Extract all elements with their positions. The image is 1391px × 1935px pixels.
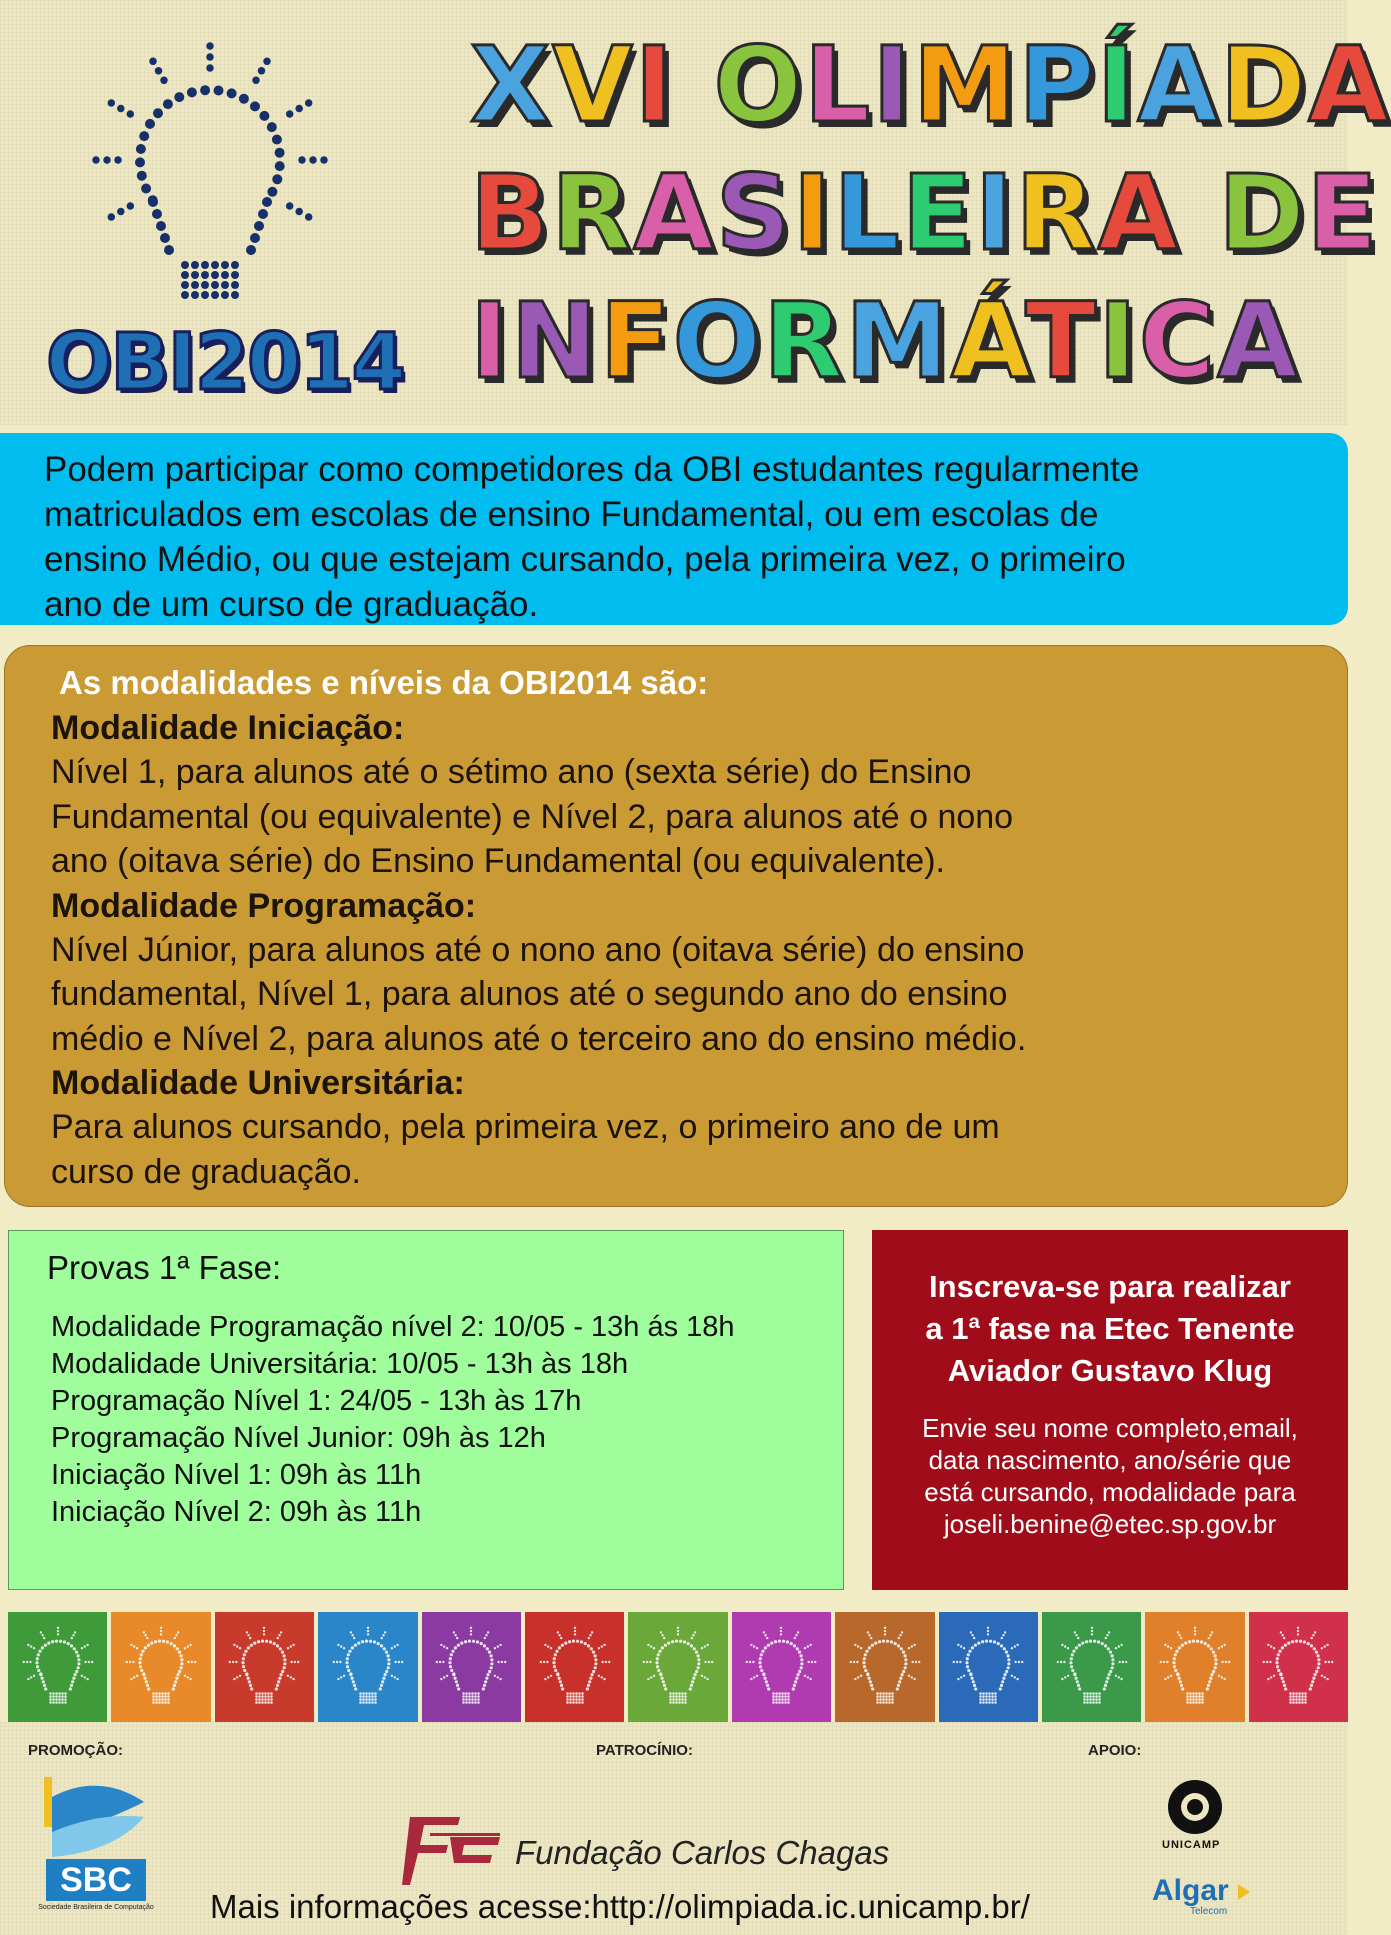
modalities-heading: As modalidades e níveis da OBI2014 são: (59, 664, 709, 701)
support-label: APOIO: (1088, 1742, 1142, 1759)
lightbulb-tile (525, 1612, 624, 1722)
title-letter: I (1098, 280, 1139, 402)
algar-text: Algar (1152, 1874, 1229, 1907)
modality-text: Para alunos cursando, pela primeira vez, o primeiro ano de um (51, 1108, 1000, 1146)
title-letter: Á (950, 280, 1026, 402)
exam-item: Programação Nível Junior: 09h às 12h (51, 1422, 546, 1454)
title-line-1 (470, 20, 1391, 150)
fcc-logo (400, 1807, 510, 1887)
title-letter: R (551, 152, 634, 274)
lightbulb-icon (1253, 1617, 1343, 1717)
lightbulb-icon (1047, 1617, 1137, 1717)
title-letter: D (1219, 24, 1309, 146)
exams-title: Provas 1ª Fase: (47, 1249, 282, 1286)
sbc-text: SBC (60, 1861, 132, 1899)
eligibility-line: ensino Médio, ou que estejam cursando, pela primeira vez, o primeiro (44, 540, 1126, 579)
exam-item: Modalidade Programação nível 2: 10/05 - 13h ás 18h (51, 1311, 735, 1343)
algar-subtitle: Telecom (1190, 1906, 1228, 1917)
eligibility-line: Podem participar como competidores da OBI estudantes regularmente (44, 450, 1140, 489)
lightbulb-icon (219, 1617, 309, 1717)
lightbulb-icon (840, 1617, 930, 1717)
title-letter: F (599, 280, 673, 402)
title-letter: O (672, 280, 764, 402)
lightbulb-tile (835, 1612, 934, 1722)
title-letter: I (974, 152, 1016, 274)
lightbulb-tile (318, 1612, 417, 1722)
title-letter: E (901, 152, 975, 274)
modality-text: ano (oitava série) do Ensino Fundamental (ou equivalente). (51, 842, 945, 880)
exam-item: Iniciação Nível 2: 09h às 11h (51, 1496, 422, 1528)
modality-text: Nível Júnior, para alunos até o nono ano (oitava série) do ensino (51, 930, 1025, 969)
promo-label: PROMOÇÃO: (28, 1742, 123, 1759)
signup-box (872, 1230, 1348, 1590)
title-letter: I (634, 24, 676, 146)
header-banner (0, 0, 1391, 425)
title-letter: A (1137, 24, 1220, 146)
lightbulb-tile (939, 1612, 1038, 1722)
modality-title-iniciacao: Modalidade Iniciação: (51, 709, 405, 747)
modality-title-universitaria: Modalidade Universitária: (51, 1064, 465, 1102)
title-letter: A (1097, 152, 1181, 274)
exam-item: Programação Nível 1: 24/05 - 13h às 17h (51, 1385, 582, 1417)
title-letter (1180, 152, 1218, 274)
title-letter: I (792, 152, 834, 274)
lightbulb-icon (116, 1617, 206, 1717)
title-letter: L (804, 24, 873, 146)
signup-text-line: Envie seu nome completo,email, (922, 1413, 1298, 1443)
title-letter: P (1018, 24, 1097, 146)
title-letter: I (470, 280, 511, 402)
lightbulb-tile (1145, 1612, 1244, 1722)
signup-email-link[interactable]: joseli.benine@etec.sp.gov.br (943, 1509, 1277, 1539)
signup-text-line: data nascimento, ano/série que (928, 1445, 1292, 1475)
title-letter: E (1306, 152, 1380, 274)
exam-item: Iniciação Nível 1: 09h às 11h (51, 1459, 422, 1491)
lightbulb-icon (426, 1617, 516, 1717)
title-letter: I (872, 24, 914, 146)
lightbulb-icon (736, 1617, 826, 1717)
title-letter: L (833, 152, 902, 274)
signup-title (880, 1266, 1340, 1392)
exams-box (8, 1230, 844, 1590)
modality-text: Nível 1, para alunos até o sétimo ano (sexta série) do Ensino (51, 753, 972, 791)
lightbulb-icon (943, 1617, 1033, 1717)
sponsor-label: PATROCÍNIO: (596, 1742, 693, 1759)
title-letter: R (763, 280, 846, 402)
lightbulb-icon (1150, 1617, 1240, 1717)
title-letter: A (1217, 280, 1300, 402)
modalities-box (4, 645, 1348, 1207)
title-letter: B (470, 152, 552, 274)
title-line-3 (470, 276, 1330, 406)
lightbulb-icon (60, 10, 360, 320)
signup-title-line: Aviador Gustavo Klug (947, 1353, 1273, 1388)
lightbulb-tile (422, 1612, 521, 1722)
lightbulb-tile (732, 1612, 831, 1722)
sbc-logo (38, 1777, 154, 1917)
lightbulb-tile (1249, 1612, 1348, 1722)
title-letter: C (1138, 280, 1218, 402)
more-info-link[interactable]: Mais informações acesse:http://olimpiada.ic.unicamp.br/ (210, 1888, 1030, 1925)
eligibility-line: matriculados em escolas de ensino Fundamental, ou em escolas de (44, 495, 1099, 534)
lightbulb-tiles-strip (8, 1612, 1348, 1722)
lightbulb-tile (1042, 1612, 1141, 1722)
unicamp-name: UNICAMP (1162, 1839, 1221, 1851)
title-letter: Í (1096, 24, 1138, 146)
modality-text: fundamental, Nível 1, para alunos até o segundo ano do ensino (51, 975, 1008, 1013)
sbc-subtitle: Sociedade Brasileira de Computação (38, 1904, 154, 1911)
title-letter: M (913, 24, 1019, 146)
title-letter: X (470, 24, 553, 146)
lightbulb-icon (530, 1617, 620, 1717)
unicamp-logo (1160, 1777, 1230, 1837)
eligibility-line: ano de um curso de graduação. (44, 585, 539, 624)
modality-text: Fundamental (ou equivalente) e Nível 2, para alunos até o nono (51, 797, 1014, 836)
title-letter: V (552, 24, 635, 146)
signup-text-line: está cursando, modalidade para (924, 1477, 1296, 1507)
title-letter: S (715, 152, 793, 274)
title-line-2 (470, 148, 1380, 278)
title-letter: T (1025, 280, 1099, 402)
lightbulb-tile (628, 1612, 727, 1722)
obi-logo: OBI2014 (46, 318, 404, 408)
signup-title-line: a 1ª fase na Etec Tenente (925, 1311, 1295, 1346)
lightbulb-icon (323, 1617, 413, 1717)
lightbulb-tile (111, 1612, 210, 1722)
modality-title-programacao: Modalidade Programação: (51, 886, 477, 925)
modality-text: médio e Nível 2, para alunos até o terceiro ano do ensino médio. (51, 1019, 1027, 1058)
modality-text: curso de graduação. (51, 1152, 361, 1191)
title-letter: O (713, 24, 805, 146)
title-letter: A (633, 152, 716, 274)
lightbulb-tile (8, 1612, 107, 1722)
title-letter: N (510, 280, 600, 402)
lightbulb-icon (13, 1617, 103, 1717)
title-letter: M (845, 280, 951, 402)
fcc-name: Fundação Carlos Chagas (515, 1834, 890, 1871)
exam-item: Modalidade Universitária: 10/05 - 13h às 18h (51, 1348, 629, 1380)
algar-logo (1150, 1870, 1260, 1920)
lightbulb-icon (633, 1617, 723, 1717)
eligibility-box (0, 433, 1348, 625)
signup-text (880, 1412, 1340, 1540)
title-letter: D (1218, 152, 1307, 274)
footer (0, 1722, 1348, 1935)
lightbulb-tile (215, 1612, 314, 1722)
title-letter: R (1015, 152, 1098, 274)
title-letter (675, 24, 713, 146)
signup-title-line: Inscreva-se para realizar (929, 1269, 1291, 1304)
title-letter: A (1308, 24, 1391, 146)
